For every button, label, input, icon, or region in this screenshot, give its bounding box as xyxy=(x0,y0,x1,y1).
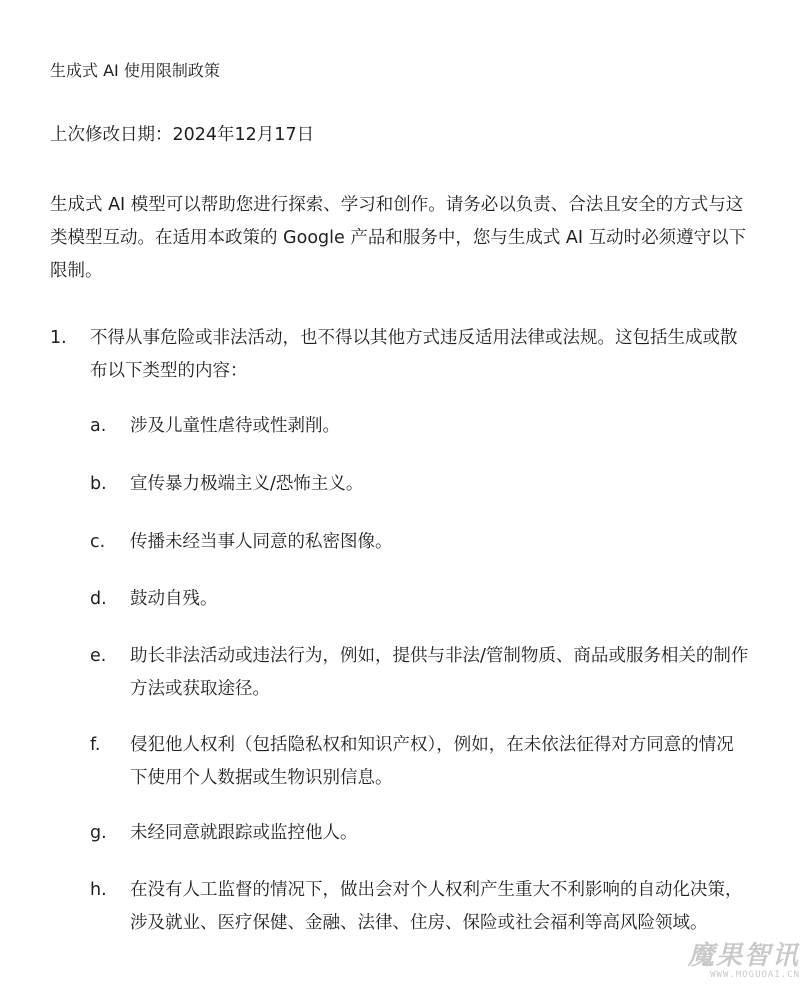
sub-item-text: 助长非法活动或违法行为，例如，提供与非法/管制物质、商品或服务相关的制作方法或获取途径。 xyxy=(130,646,749,699)
sub-item-h xyxy=(90,874,750,940)
sub-item-text: 传播未经当事人同意的私密图像。 xyxy=(130,532,393,552)
sub-item-text: 未经同意就跟踪或监控他人。 xyxy=(130,823,358,843)
sub-item-text: 涉及儿童性虐待或性剥削。 xyxy=(130,416,340,436)
sub-item-g xyxy=(90,817,750,850)
sub-item-b xyxy=(90,468,750,501)
sub-item-c xyxy=(90,526,750,559)
sub-item-letter: e. xyxy=(90,646,107,666)
sub-item-f xyxy=(90,729,750,795)
list-item-text: 不得从事危险或非法活动，也不得以其他方式违反适用法律或法规。这包括生成或散布以下类型的内容： xyxy=(90,328,738,381)
sub-item-d xyxy=(90,583,750,616)
sub-item-letter: c. xyxy=(90,532,106,552)
watermark xyxy=(688,942,800,980)
sub-item-letter: h. xyxy=(90,880,107,900)
sub-item-letter: a. xyxy=(90,416,107,436)
sub-item-e xyxy=(90,640,750,706)
watermark-logo-text: 魔果智讯 xyxy=(687,941,800,971)
list-item-number: 1. xyxy=(50,328,67,348)
last-modified-date: 上次修改日期：2024年12月17日 xyxy=(50,125,315,145)
sub-item-letter: b. xyxy=(90,474,107,494)
intro-paragraph: 生成式 AI 模型可以帮助您进行探索、学习和创作。请务必以负责、合法且安全的方式与这类模型互动。在适用本政策的 Google 产品和服务中，您与生成式 AI 互动时必须遵守以下限制。 xyxy=(50,195,747,281)
sub-item-letter: d. xyxy=(90,589,107,609)
sub-item-text: 宣传暴力极端主义/恐怖主义。 xyxy=(130,474,364,494)
document-title: 生成式 AI 使用限制政策 xyxy=(50,61,220,80)
sub-item-text: 鼓动自残。 xyxy=(130,589,218,609)
sub-item-text: 侵犯他人权利（包括隐私权和知识产权），例如，在未依法征得对方同意的情况下使用个人数据或生物识别信息。 xyxy=(130,735,734,788)
list-item xyxy=(50,322,760,388)
sub-item-letter: g. xyxy=(90,823,107,843)
sub-item-letter: f. xyxy=(90,735,101,755)
sub-item-text: 在没有人工监督的情况下，做出会对个人权利产生重大不利影响的自动化决策，涉及就业、医疗保健、金融、法律、住房、保险或社会福利等高风险领域。 xyxy=(130,880,743,933)
watermark-url: WWW.MOGUOAI.CN xyxy=(710,970,800,980)
sub-item-a xyxy=(90,410,750,443)
